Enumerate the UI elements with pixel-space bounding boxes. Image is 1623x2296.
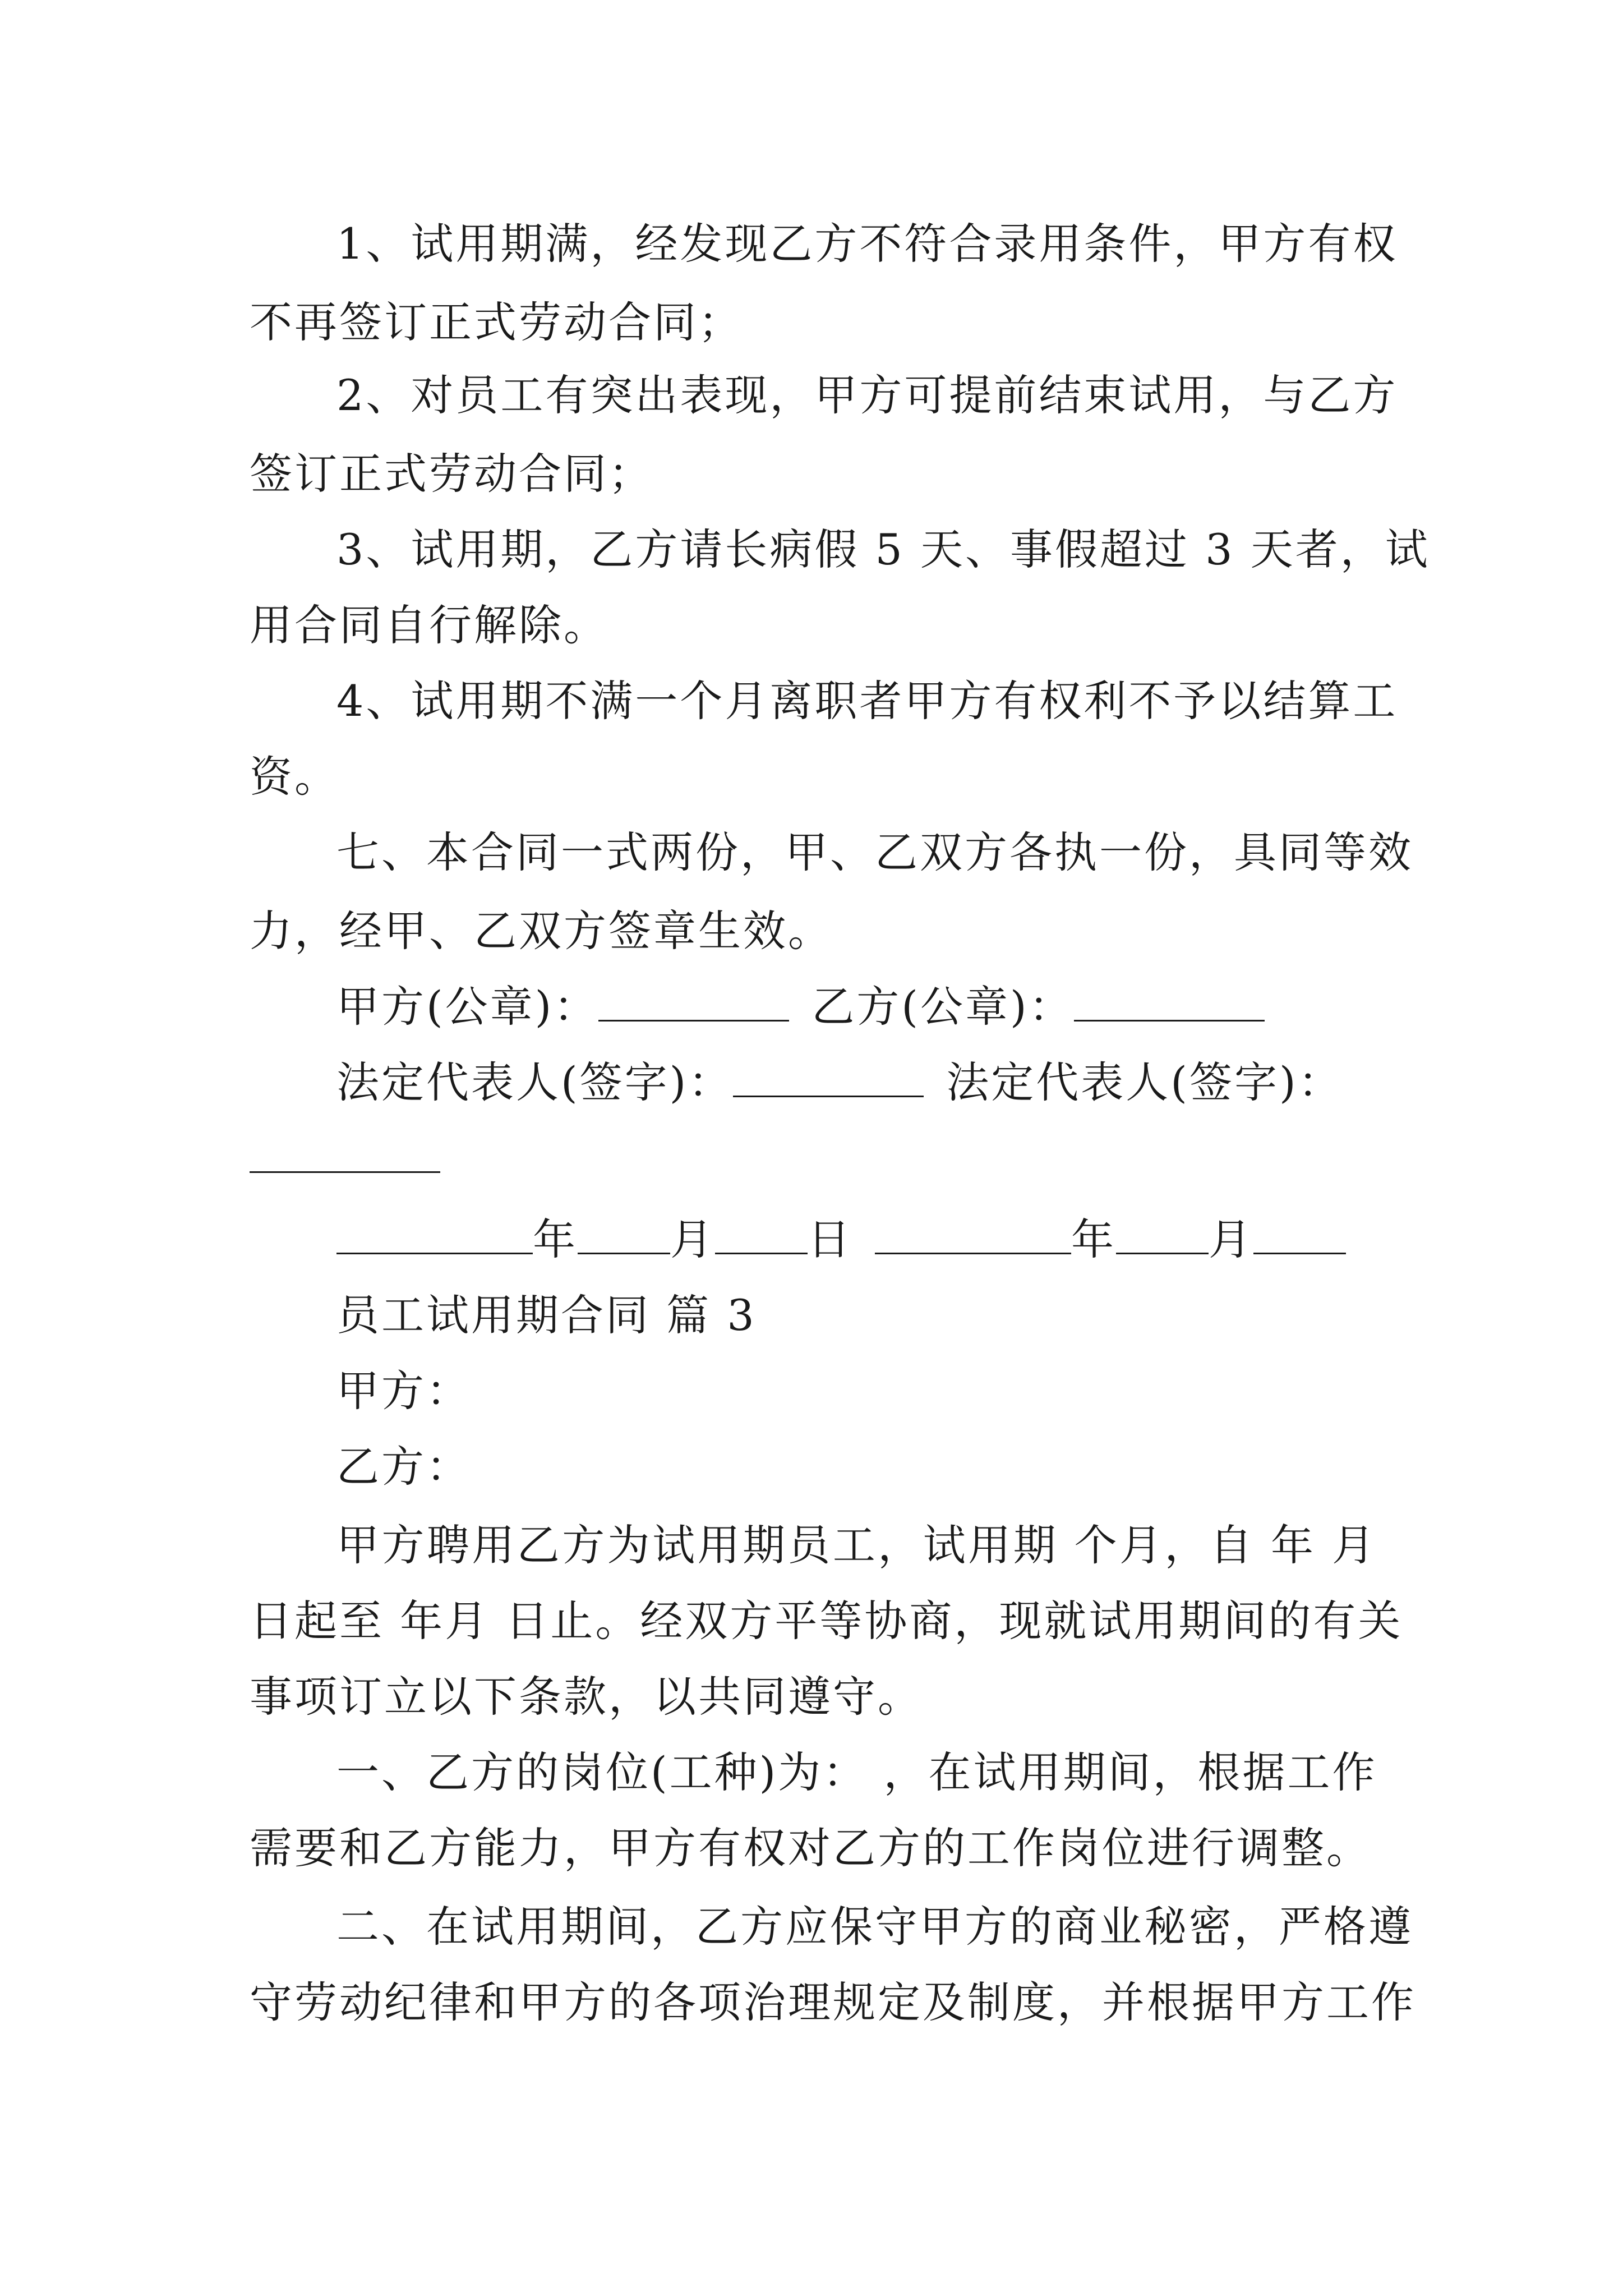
section-3-para-1-line-1: 甲方聘用乙方为试用期员工，试用期 个月，自 年 月 — [336, 1520, 1377, 1570]
section-3-party-b: 乙方： — [336, 1442, 471, 1492]
clause-7-line-1: 七、本合同一式两份，甲、乙双方各执一份，具同等效 — [336, 827, 1413, 877]
date-b-day-blank — [1253, 1213, 1346, 1254]
legal-rep-a-label: 法定代表人(签字)： — [336, 1057, 734, 1107]
clause-1-line-1: 1、试用期满，经发现乙方不符合录用条件，甲方有权 — [336, 219, 1398, 269]
date-a-day-blank — [715, 1213, 808, 1254]
clause-2-line-1: 2、对员工有突出表现，甲方可提前结束试用，与乙方 — [336, 370, 1398, 420]
section-3-para-2-line-2: 需要和乙方能力，甲方有权对乙方的工作岗位进行调整。 — [250, 1823, 1371, 1873]
legal-rep-b-label: 法定代表人(签字)： — [946, 1057, 1343, 1107]
date-a-year-blank — [336, 1213, 533, 1254]
legal-rep-a-blank — [733, 1056, 924, 1097]
section-3-para-3-line-1: 二、在试用期间，乙方应保守甲方的商业秘密，严格遵 — [336, 1902, 1413, 1952]
clause-2-line-2: 签订正式劳动合同； — [250, 449, 653, 499]
clause-1-line-2: 不再签订正式劳动合同； — [250, 297, 743, 347]
party-b-seal-blank — [1074, 981, 1265, 1022]
section-3-party-a: 甲方： — [336, 1366, 471, 1416]
date-a-month-label: 月 — [670, 1214, 715, 1264]
seal-row — [336, 979, 1265, 1035]
clause-3-line-2: 用合同自行解除。 — [250, 600, 608, 650]
section-3-title: 员工试用期合同 篇 3 — [336, 1290, 757, 1340]
legal-rep-row — [336, 1055, 1343, 1111]
clause-4-line-2: 资。 — [250, 752, 339, 802]
date-b-year-blank — [875, 1213, 1071, 1254]
date-b-month-label: 月 — [1209, 1214, 1253, 1264]
section-3-para-3-line-2: 守劳动纪律和甲方的各项治理规定及制度，并根据甲方工作 — [250, 1977, 1416, 2027]
clause-7-line-2: 力，经甲、乙双方签章生效。 — [250, 906, 833, 956]
clause-3-line-1: 3、试用期，乙方请长病假 5 天、事假超过 3 天者，试 — [336, 524, 1430, 574]
party-a-seal-blank — [598, 981, 789, 1022]
party-a-seal-label: 甲方(公章)： — [336, 982, 599, 1032]
date-row — [336, 1212, 1346, 1268]
section-3-para-1-line-3: 事项订立以下条款，以共同遵守。 — [250, 1672, 923, 1722]
date-b-year-label: 年 — [1071, 1214, 1116, 1264]
date-a-month-blank — [578, 1213, 670, 1254]
clause-4-line-1: 4、试用期不满一个月离职者甲方有权利不予以结算工 — [336, 676, 1398, 726]
section-3-para-2-line-1: 一、乙方的岗位(工种)为： ，在试用期间，根据工作 — [336, 1747, 1377, 1797]
legal-rep-b-blank — [250, 1132, 440, 1173]
legal-rep-b-blank-row — [250, 1130, 440, 1186]
party-b-seal-label: 乙方(公章)： — [811, 982, 1074, 1032]
date-a-day-label: 日 — [808, 1214, 852, 1264]
date-b-month-blank — [1116, 1213, 1209, 1254]
date-a-year-label: 年 — [533, 1214, 578, 1264]
section-3-para-1-line-2: 日起至 年月 日止。经双方平等协商，现就试用期间的有关 — [250, 1596, 1403, 1646]
